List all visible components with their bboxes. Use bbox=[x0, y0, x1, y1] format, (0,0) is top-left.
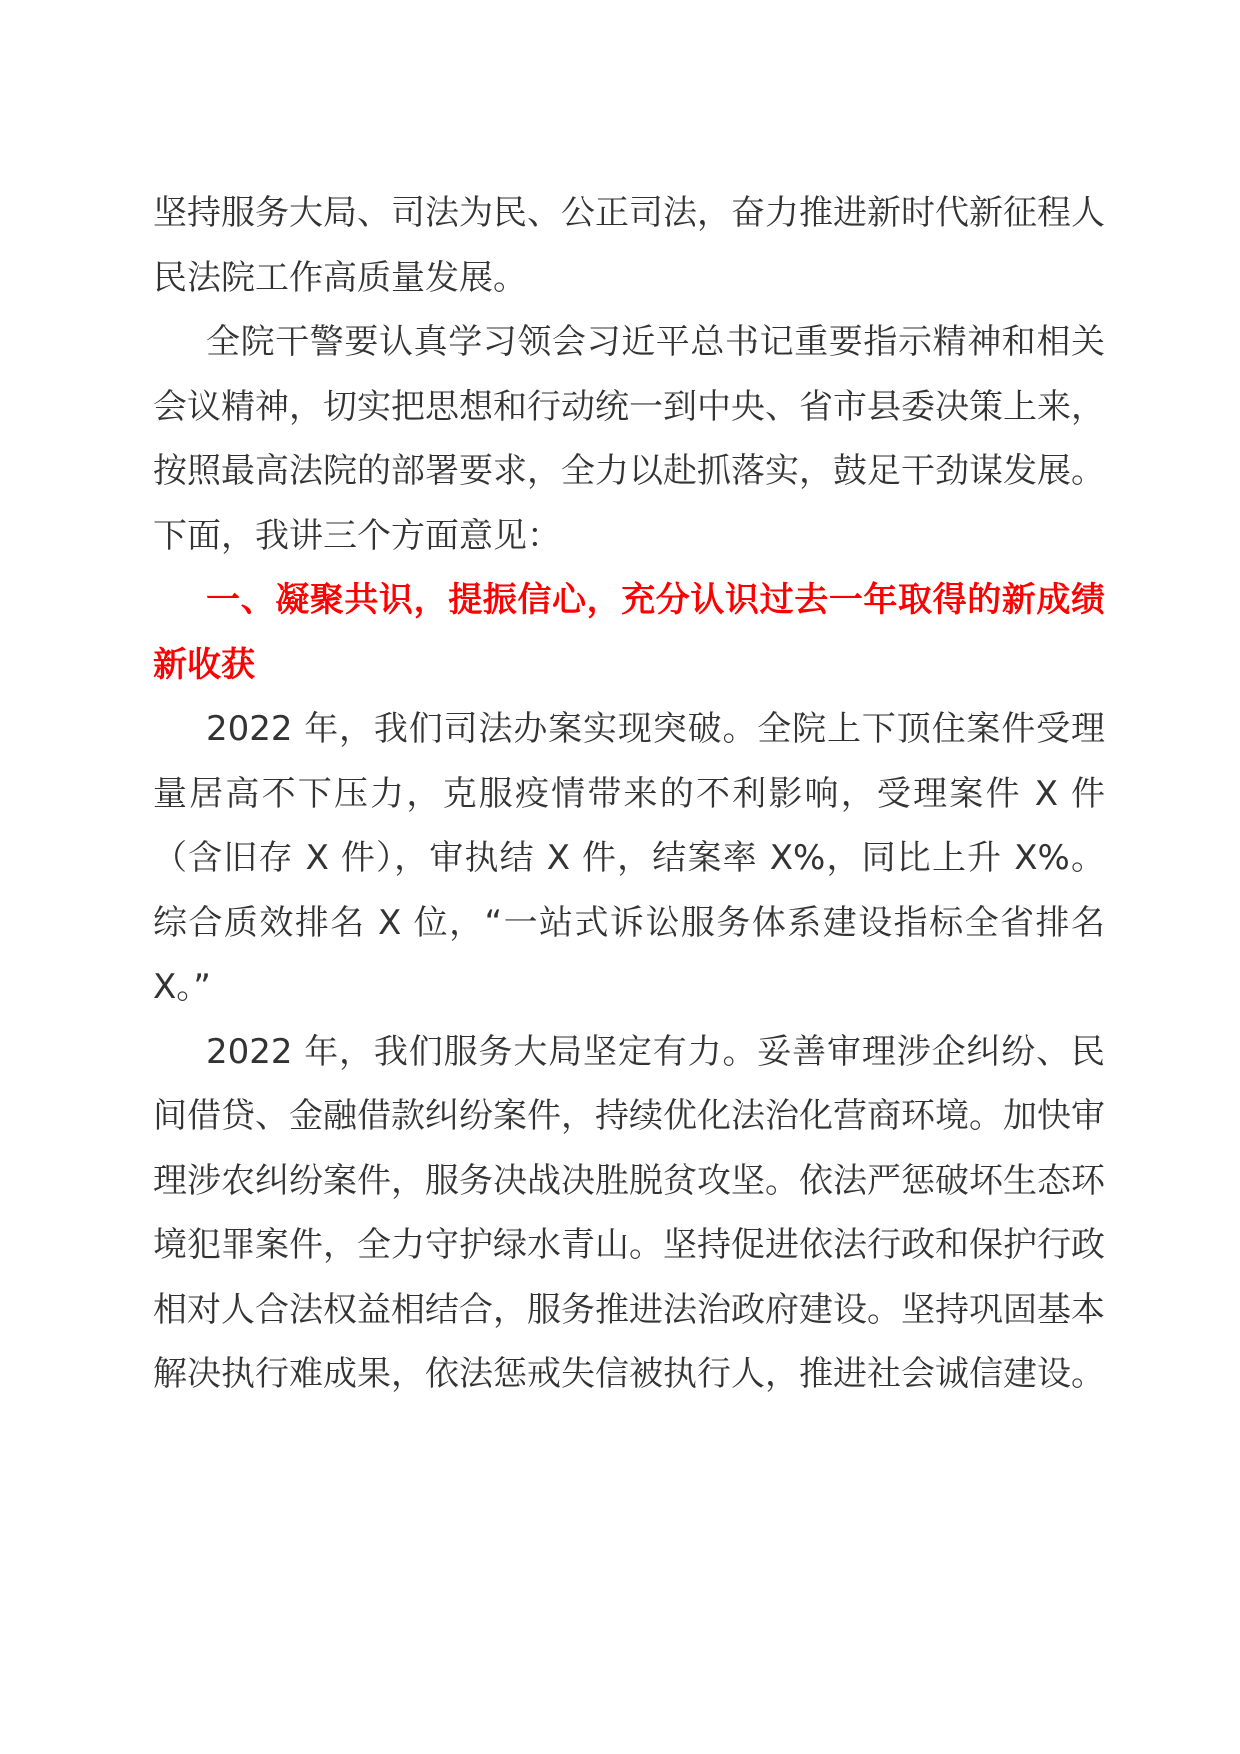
paragraph-continuation: 坚持服务大局、司法为民、公正司法，奋力推进新时代新征程人民法院工作高质量发展。 bbox=[153, 193, 1105, 298]
section-heading-1: 一、凝聚共识，提振信心，充分认识过去一年取得的新成绩新收获 bbox=[153, 580, 1105, 685]
paragraph-serve-overall: 2022 年，我们服务大局坚定有力。妥善审理涉企纠纷、民间借贷、金融借款纠纷案件，持续优化法治化营商环境。加快审理涉农纠纷案件，服务决战决胜脱贫攻坚。依法严惩破坏生态环境犯罪案件，全力守护绿水青山。坚持促进依法行政和保护行政相对人合法权益相结合，服务推进法治政府建设。坚持巩固基本解决执行难成果，依法惩戒失信被执行人，推进社会诚信建设。 bbox=[153, 1031, 1105, 1394]
paragraph-study-spirit: 全院干警要认真学习领会习近平总书记重要指示精神和相关会议精神，切实把思想和行动统一到中央、省市县委决策上来，按照最高法院的部署要求，全力以赴抓落实，鼓足干劲谋发展。下面，我讲三个方面意见： bbox=[153, 322, 1105, 556]
document-page bbox=[153, 181, 1105, 1407]
paragraph-case-handling: 2022 年，我们司法办案实现突破。全院上下顶住案件受理量居高不下压力，克服疫情带来的不利影响，受理案件 X 件（含旧存 X 件），审执结 X 件，结案率 X%，同比上升 X%。综合质效排名 X 位，“一站式诉讼服务体系建设指标全省排名 X。” bbox=[153, 709, 1105, 1007]
